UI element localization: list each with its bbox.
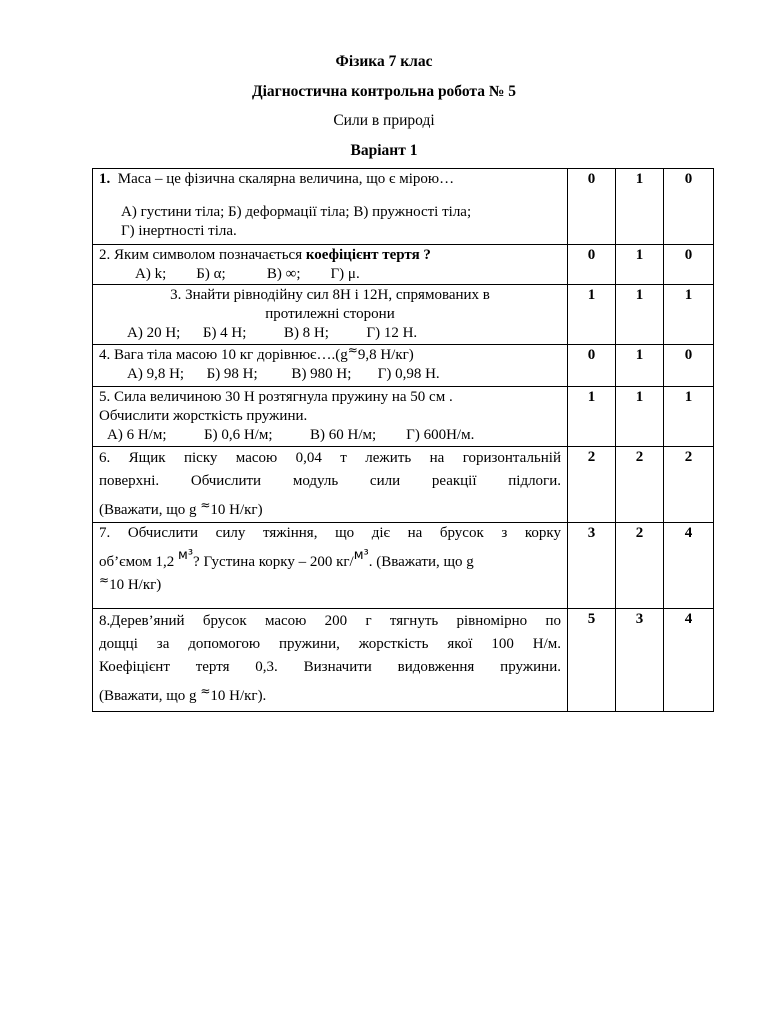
work-title: Діагностична контрольна робота № 5: [251, 83, 517, 100]
question-stem: 5. Сила величиною 30 Н розтягнула пружину на 50 см .: [99, 389, 453, 405]
variant-title: Варіант 1: [350, 142, 418, 159]
answer-options: А) густини тіла; Б) деформації тіла; В) пружності тіла;: [121, 204, 472, 220]
question-row-1: [93, 169, 714, 245]
score-cell: 5: [568, 609, 616, 712]
question-stem: . (Вважати, що g: [368, 554, 474, 570]
question-stem: об’ємом 1,2: [99, 554, 179, 570]
question-text-3: [93, 285, 568, 345]
score-cell: 4: [664, 609, 714, 712]
question-stem: 6. Ящик піску масою 0,04 т лежить на горизонтальній: [99, 450, 561, 466]
score-cell: 0: [568, 345, 616, 387]
question-stem: 7. Обчислити силу тяжіння, що діє на брусок з корку: [99, 525, 561, 541]
question-stem: 8.Дерев’яний брусок масою 200 г тягнуть рівномірно по: [99, 613, 561, 629]
key-term: коефіцієнт тертя ?: [305, 247, 431, 263]
score-cell: 1: [616, 169, 664, 245]
answer-options: Г) інертності тіла.: [121, 223, 237, 239]
question-row-7: [93, 523, 714, 609]
approx-sign: ≈: [347, 343, 358, 357]
question-stem: ? Густина корку – 200 кг/: [193, 554, 354, 570]
score-cell: 0: [568, 169, 616, 245]
question-text-2: [93, 245, 568, 285]
answer-options: А) 20 Н; Б) 4 Н; В) 8 Н; Г) 12 Н.: [127, 325, 418, 341]
question-stem: 10 Н/кг): [109, 577, 162, 593]
topic-title: Сили в природі: [333, 112, 435, 129]
score-cell: 2: [616, 523, 664, 609]
question-stem: (Вважати, що g: [99, 688, 201, 704]
question-text-8: [93, 609, 568, 712]
approx-sign: ≈: [200, 684, 211, 698]
question-stem: 3. Знайти рівнодійну сил 8Н і 12Н, спрямованих в: [170, 287, 490, 303]
question-row-2: [93, 245, 714, 285]
score-cell: 3: [568, 523, 616, 609]
unit-cubic-meter: м³: [178, 548, 194, 563]
score-cell: 0: [664, 169, 714, 245]
score-cell: 0: [664, 345, 714, 387]
question-stem: 9,8 Н/кг): [357, 347, 414, 363]
score-cell: 2: [568, 447, 616, 523]
question-stem: протилежні сторони: [265, 306, 395, 322]
approx-sign: ≈: [200, 498, 211, 512]
question-stem: 2. Яким символом позначається: [99, 247, 306, 263]
question-number: 1.: [99, 171, 111, 187]
question-row-4: [93, 345, 714, 387]
question-stem: 4. Вага тіла масою 10 кг дорівнює….(g: [99, 347, 348, 363]
answer-options: А) k; Б) α; В) ∞; Г) μ.: [135, 266, 360, 282]
question-stem: (Вважати, що g: [99, 502, 201, 518]
question-row-6: [93, 447, 714, 523]
question-stem: Маса – це фізична скалярна величина, що є мірою…: [117, 171, 455, 187]
question-stem: 10 Н/кг).: [210, 688, 267, 704]
question-stem: Обчислити жорсткість пружини.: [99, 408, 308, 424]
score-cell: 1: [568, 285, 616, 345]
score-cell: 1: [616, 387, 664, 447]
question-stem: Коефіцієнт тертя 0,3. Визначити видовження пружини.: [99, 659, 561, 675]
score-cell: 2: [664, 447, 714, 523]
score-cell: 1: [616, 345, 664, 387]
approx-sign: ≈: [99, 573, 110, 587]
score-cell: 1: [664, 387, 714, 447]
score-cell: 0: [568, 245, 616, 285]
question-row-8: [93, 609, 714, 712]
score-cell: 2: [616, 447, 664, 523]
question-text-6: [93, 447, 568, 523]
score-cell: 3: [616, 609, 664, 712]
question-row-5: [93, 387, 714, 447]
unit-cubic-meter: м³: [353, 548, 369, 563]
question-text-7: [93, 523, 568, 609]
question-stem: поверхні. Обчислити модуль сили реакції підлоги.: [99, 473, 561, 489]
subject-title: Фізика 7 клас: [335, 53, 433, 70]
score-cell: 0: [664, 245, 714, 285]
score-cell: 1: [616, 285, 664, 345]
question-stem: дощці за допомогою пружини, жорсткість якої 100 Н/м.: [99, 636, 561, 652]
question-row-3: [93, 285, 714, 345]
question-text-1: [93, 169, 568, 245]
question-text-4: [93, 345, 568, 387]
question-text-5: [93, 387, 568, 447]
questions-table: [92, 168, 714, 712]
score-cell: 4: [664, 523, 714, 609]
answer-options: А) 6 Н/м; Б) 0,6 Н/м; В) 60 Н/м; Г) 600Н/м.: [107, 427, 475, 443]
question-stem: 10 Н/кг): [210, 502, 263, 518]
answer-options: А) 9,8 Н; Б) 98 Н; В) 980 Н; Г) 0,98 Н.: [127, 366, 440, 382]
score-cell: 1: [616, 245, 664, 285]
score-cell: 1: [664, 285, 714, 345]
score-cell: 1: [568, 387, 616, 447]
